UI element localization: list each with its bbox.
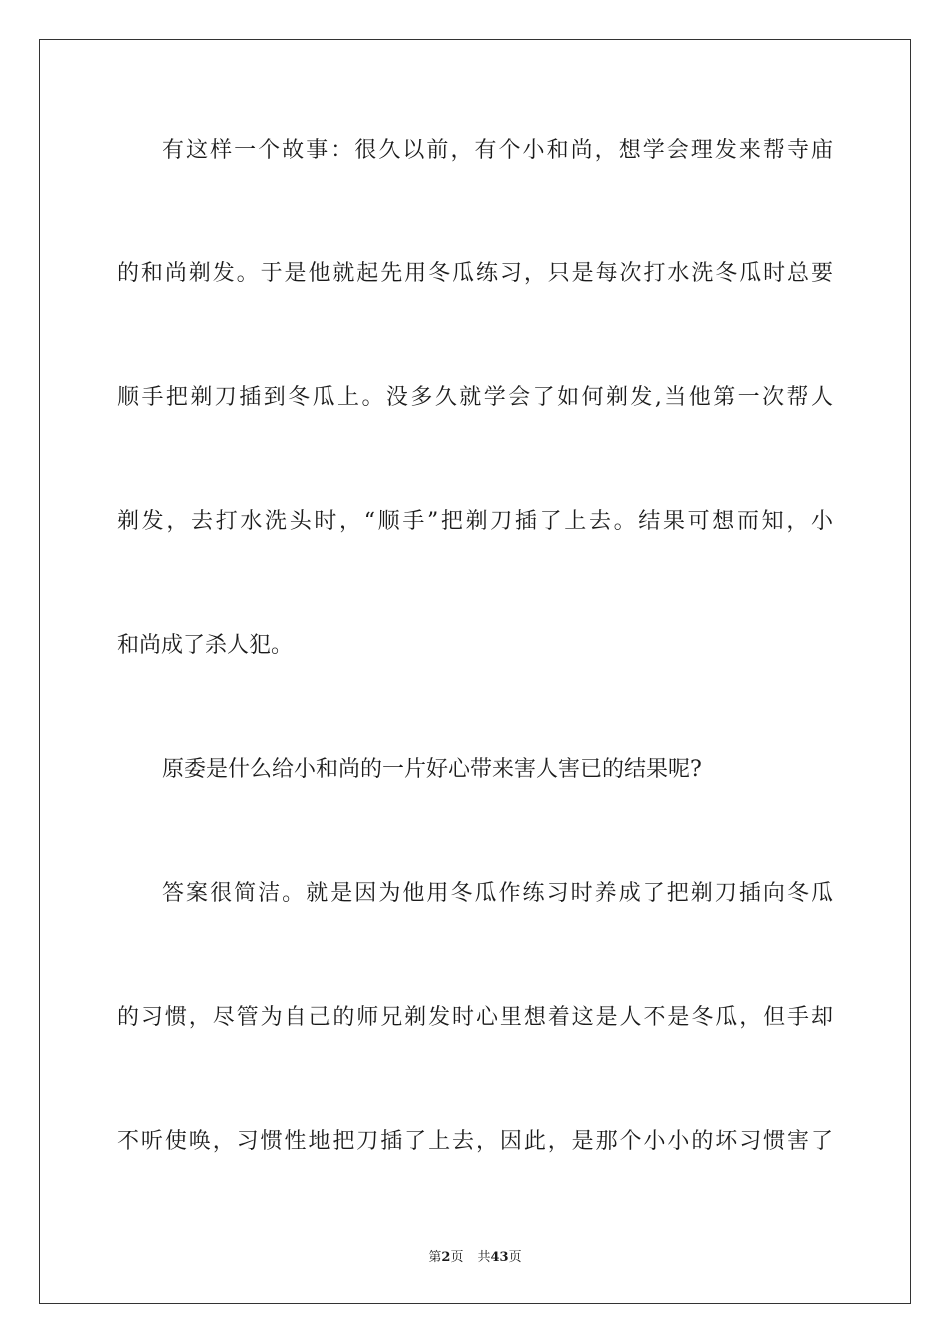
paragraph-line: 原委是什么给小和尚的一片好心带来害人害已的结果呢? bbox=[162, 757, 702, 782]
paragraph-line: 的习惯，尽管为自己的师兄剃发时心里想着这是人不是冬瓜，但手却 bbox=[117, 1005, 833, 1030]
paragraph-line: 的和尚剃发。于是他就起先用冬瓜练习，只是每次打水洗冬瓜时总要 bbox=[117, 261, 833, 286]
paragraph-line: 有这样一个故事：很久以前，有个小和尚，想学会理发来帮寺庙 bbox=[162, 138, 833, 163]
page-number: 2 bbox=[441, 1250, 451, 1265]
page-prefix: 第 bbox=[428, 1250, 442, 1265]
page-suffix: 页 bbox=[450, 1250, 464, 1265]
total-suffix: 页 bbox=[508, 1250, 522, 1265]
paragraph-line: 顺手把剃刀插到冬瓜上。没多久就学会了如何剃发,当他第一次帮人 bbox=[117, 385, 833, 410]
paragraph-line: 和尚成了杀人犯。 bbox=[117, 633, 294, 658]
paragraph-line: 答案很简洁。就是因为他用冬瓜作练习时养成了把剃刀插向冬瓜 bbox=[162, 881, 833, 906]
page-footer bbox=[0, 1246, 950, 1265]
total-prefix: 共 bbox=[477, 1250, 491, 1265]
paragraph-line: 剃发，去打水洗头时，“顺手”把剃刀插了上去。结果可想而知，小 bbox=[117, 509, 833, 534]
total-pages: 43 bbox=[490, 1250, 509, 1265]
page-border bbox=[39, 39, 911, 1304]
paragraph-line: 不听使唤，习惯性地把刀插了上去，因此，是那个小小的坏习惯害了 bbox=[117, 1129, 833, 1154]
